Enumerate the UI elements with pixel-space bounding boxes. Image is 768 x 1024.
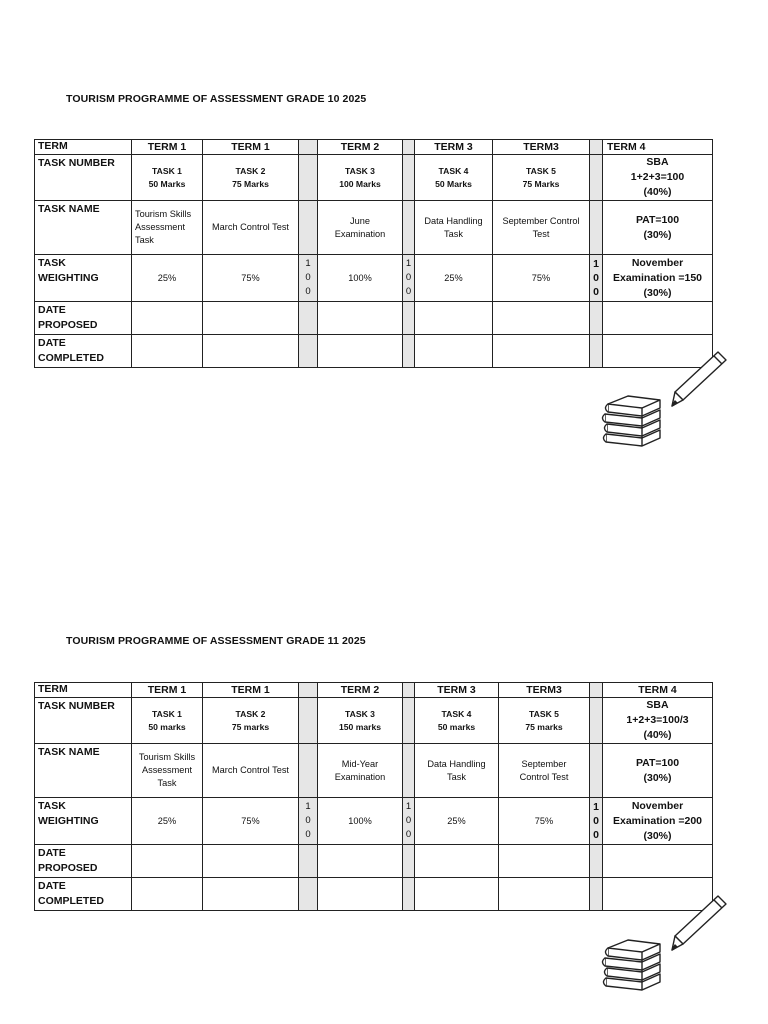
task-name-line: Tourism Skills [138,752,196,762]
empty-cell[interactable] [493,335,590,368]
digit: 0 [305,815,311,826]
weighting-cell: 75% [203,255,299,302]
task-name-line: Test [532,228,550,239]
empty-cell[interactable] [132,302,203,335]
term-3-cell: TERM 3 [415,683,499,698]
term-4-cell: TERM 4 [603,683,713,698]
date-completed-label [35,878,132,911]
empty-cell[interactable] [318,845,403,878]
term-3-cell: TERM3 [493,140,590,155]
task-name-line: Tourism Skills [135,209,192,219]
task-name-line: September [521,758,567,769]
sba-percent: (40%) [643,729,672,741]
sba-formula: 1+2+3=100 [630,171,685,183]
empty-cell[interactable] [203,335,299,368]
sba-label: SBA [646,699,669,711]
sba-cell [603,155,713,201]
empty-cell[interactable] [132,878,203,911]
empty-cell[interactable] [203,845,299,878]
task-number-cell [132,155,203,201]
task-marks: 150 marks [338,721,382,732]
gap-cell [299,140,318,155]
gap-cell [590,155,603,201]
label-line: PROPOSED [38,862,98,874]
task-name-line: Examination [334,771,386,782]
digit: 0 [305,272,311,283]
digit: 0 [405,272,412,283]
weighting-cell: 25% [132,255,203,302]
weighting-cell: 100% [318,255,403,302]
task-marks: 75 marks [231,721,270,732]
term-2-cell: TERM 2 [318,140,403,155]
task-title: TASK 5 [529,708,559,719]
exam-line: (30%) [643,286,672,299]
empty-cell[interactable] [203,302,299,335]
pat-cell [603,744,713,798]
weighting-cell: 25% [415,255,493,302]
date-proposed-label [35,845,132,878]
task-number-cell [318,155,403,201]
task-name-cell [493,201,590,255]
task-name-cell [415,201,493,255]
task-weighting-row [35,798,713,845]
empty-cell[interactable] [415,302,493,335]
digit: 0 [305,829,311,840]
sba-percent: (40%) [643,186,672,198]
term-label: TERM [35,683,132,698]
empty-cell[interactable] [132,335,203,368]
task-name-line: Data Handling [427,758,486,769]
pencil-icon [672,352,726,406]
empty-cell[interactable] [603,302,713,335]
task-title: TASK 1 [152,165,182,176]
task-number-row [35,155,713,201]
gap-cell [403,302,415,335]
gap-cell [403,744,415,798]
digit: 1 [593,801,599,813]
gap-cell [299,698,318,744]
weighting-cell: 25% [132,798,203,845]
task-name-cell [203,744,299,798]
task-name-row [35,201,713,255]
empty-cell[interactable] [499,878,590,911]
task-number-cell [493,155,590,201]
empty-cell[interactable] [499,845,590,878]
books-icon [603,940,661,990]
exam-line: (30%) [643,829,672,842]
weighting-cell: 75% [203,798,299,845]
task-name-line: Data Handling [424,215,483,226]
empty-cell[interactable] [318,878,403,911]
empty-cell[interactable] [132,845,203,878]
exam-cell [603,798,713,845]
task-name-cell [132,201,203,255]
empty-cell[interactable] [318,302,403,335]
task-name-line: March Control Test [212,222,289,232]
task-title: TASK 2 [235,708,266,719]
exam-cell [603,255,713,302]
task-name-line: March Control Test [212,765,289,775]
pat-label: PAT=100 [635,213,680,226]
digit: 1 [305,801,311,812]
term-total-cell [299,255,318,302]
gap-cell [403,335,415,368]
task-title: TASK 4 [441,708,472,719]
gap-cell [590,302,603,335]
sba-formula: 1+2+3=100/3 [626,714,689,726]
term-total-cell [403,255,415,302]
label-line: TASK [38,257,66,269]
empty-cell[interactable] [203,878,299,911]
gap-cell [590,201,603,255]
label-line: DATE [38,337,66,349]
pat-percent: (30%) [643,228,672,241]
gap-cell [299,744,318,798]
label-line: PROPOSED [38,319,98,331]
task-title: TASK 2 [235,165,266,176]
task-name-line: Control Test [519,771,569,782]
digit: 1 [405,258,412,269]
digit: 1 [593,258,599,270]
sba-label: SBA [646,156,669,168]
digit: 0 [305,286,311,297]
digit: 0 [593,286,599,298]
label-line: WEIGHTING [38,272,99,284]
date-proposed-row [35,845,713,878]
term-3-cell: TERM 3 [415,140,493,155]
exam-line: Examination =200 [613,814,702,827]
task-name-line: Assessment [141,765,193,775]
task-weighting-label [35,255,132,302]
sba-cell [603,698,713,744]
digit: 1 [305,258,311,269]
task-name-line: September Control [502,215,580,226]
gap-cell [403,845,415,878]
task-number-label: TASK NUMBER [35,155,132,201]
task-name-cell [318,201,403,255]
empty-cell[interactable] [603,845,713,878]
assessment-table-grade-10 [34,139,713,368]
assessment-table-grade-11 [34,682,713,911]
task-name-line: Task [444,228,463,239]
pencil-icon [672,896,726,950]
term-1-cell: TERM 1 [203,683,299,698]
term-total-cell [403,798,415,845]
gap-cell [299,845,318,878]
gap-cell [590,683,603,698]
term-total-cell [299,798,318,845]
digit: 0 [593,815,599,827]
digit: 0 [405,829,412,840]
weighting-cell: 25% [415,798,499,845]
term-label: TERM [35,140,132,155]
task-marks: 75 Marks [232,178,269,189]
task-name-cell [203,201,299,255]
gap-cell [299,155,318,201]
task-number-row [35,698,713,744]
pat-label: PAT=100 [635,756,680,769]
task-marks: 50 marks [437,721,476,732]
task-name-cell [499,744,590,798]
digit: 0 [405,286,412,297]
task-title: TASK 1 [152,708,182,719]
task-name-line: Examination [334,228,386,239]
digit: 0 [405,815,412,826]
term-4-cell: TERM 4 [603,140,713,155]
date-proposed-label [35,302,132,335]
books-icon [603,396,661,446]
empty-cell[interactable] [493,302,590,335]
digit: 0 [593,829,599,841]
task-number-label: TASK NUMBER [35,698,132,744]
empty-cell[interactable] [415,335,493,368]
task-name-label: TASK NAME [35,744,132,798]
task-name-line: Task [447,771,466,782]
date-proposed-row [35,302,713,335]
task-title: TASK 3 [345,708,375,719]
task-number-cell [318,698,403,744]
task-name-label: TASK NAME [35,201,132,255]
date-completed-label [35,335,132,368]
gap-cell [403,683,415,698]
task-name-line: June [350,215,370,226]
task-name-cell [132,744,203,798]
gap-cell [590,845,603,878]
gap-cell [590,744,603,798]
task-number-cell [415,155,493,201]
label-line: DATE [38,847,66,859]
term-row [35,683,713,698]
gap-cell [590,698,603,744]
empty-cell[interactable] [415,878,499,911]
task-number-cell [203,698,299,744]
label-line: COMPLETED [38,352,104,364]
label-line: COMPLETED [38,895,104,907]
empty-cell[interactable] [318,335,403,368]
weighting-cell: 75% [499,798,590,845]
exam-line: Examination =150 [613,271,702,284]
gap-cell [299,683,318,698]
task-weighting-row [35,255,713,302]
term-1-cell: TERM 1 [203,140,299,155]
pat-percent: (30%) [643,771,672,784]
gap-cell [299,878,318,911]
digit: 1 [405,801,412,812]
task-name-line: Assessment [135,222,186,232]
weighting-cell: 100% [318,798,403,845]
task-marks: 50 Marks [435,178,472,189]
task-marks: 75 marks [525,721,563,732]
empty-cell[interactable] [415,845,499,878]
assessment-title-grade-11: TOURISM PROGRAMME OF ASSESSMENT GRADE 11 2025 [66,635,366,647]
task-marks: 50 marks [148,721,186,732]
task-name-cell [318,744,403,798]
task-name-line: Task [157,778,177,788]
term-1-cell: TERM 1 [132,140,203,155]
weighting-cell: 75% [493,255,590,302]
label-line: TASK [38,800,66,812]
task-name-line: Mid-Year [341,758,379,769]
digit: 0 [593,272,599,284]
gap-cell [590,140,603,155]
term-row [35,140,713,155]
task-title: TASK 5 [526,165,556,176]
task-marks: 50 Marks [148,178,186,189]
task-name-cell [415,744,499,798]
task-number-cell [499,698,590,744]
pat-cell [603,201,713,255]
term-3-cell: TERM3 [499,683,590,698]
gap-cell [403,155,415,201]
books-and-pencil-icon [598,348,733,450]
task-number-cell [203,155,299,201]
task-title: TASK 3 [345,165,375,176]
gap-cell [403,140,415,155]
assessment-title-grade-10: TOURISM PROGRAMME OF ASSESSMENT GRADE 10 2025 [66,93,367,105]
gap-cell [403,201,415,255]
gap-cell [299,201,318,255]
gap-cell [403,878,415,911]
term-total-cell [590,255,603,302]
gap-cell [299,335,318,368]
task-marks: 100 Marks [339,178,381,189]
task-number-cell [132,698,203,744]
task-title: TASK 4 [438,165,469,176]
term-2-cell: TERM 2 [318,683,403,698]
books-and-pencil-icon [598,892,733,994]
term-total-cell [590,798,603,845]
task-number-cell [415,698,499,744]
gap-cell [299,302,318,335]
task-marks: 75 Marks [522,178,560,189]
label-line: DATE [38,880,66,892]
term-1-cell: TERM 1 [132,683,203,698]
exam-line: November [631,256,684,269]
label-line: WEIGHTING [38,815,99,827]
task-name-row [35,744,713,798]
gap-cell [403,698,415,744]
task-weighting-label [35,798,132,845]
exam-line: November [631,799,684,812]
task-name-line: Task [135,235,154,245]
label-line: DATE [38,304,66,316]
